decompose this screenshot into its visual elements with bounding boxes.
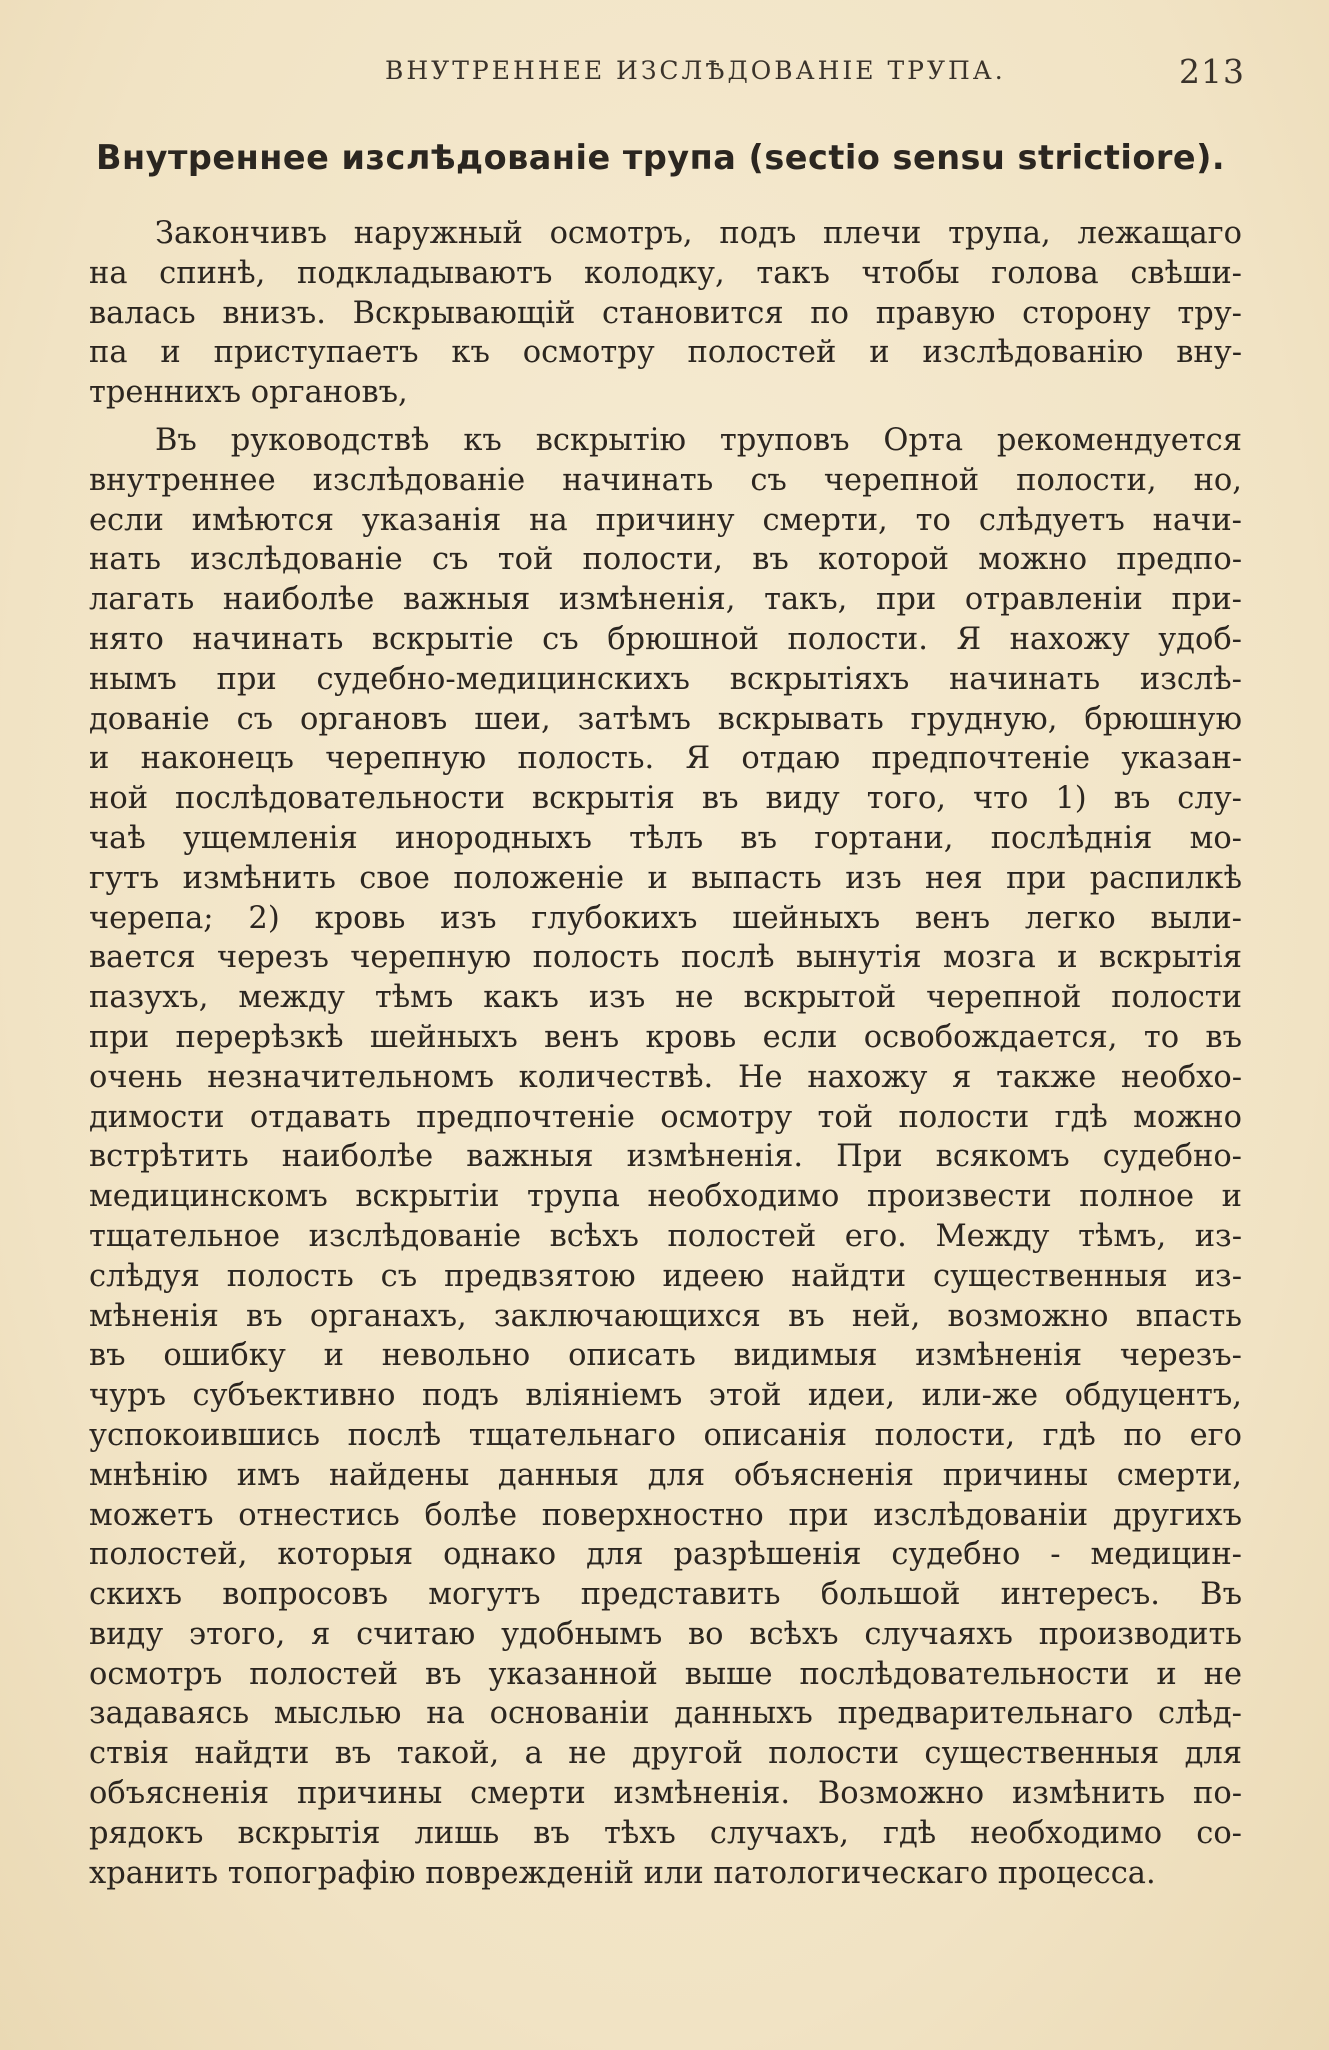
text-line: при перерѣзкѣ шейныхъ венъ кровь если освобождается, то въ: [89, 1019, 1242, 1055]
text-line: вается черезъ черепную полость послѣ вынутія мозга и вскрытія: [89, 940, 1242, 976]
text-line: черепа; 2) кровь изъ глубокихъ шейныхъ венъ легко выли-: [89, 900, 1242, 936]
text-line: мнѣнію имъ найдены данныя для объясненія причины смерти,: [89, 1457, 1242, 1493]
running-head: ВНУТРЕННЕЕ ИЗСЛѢДОВАНІЕ ТРУПА.: [385, 56, 1006, 85]
text-line: дованіе съ органовъ шеи, затѣмъ вскрывать грудную, брюшную: [89, 701, 1242, 737]
text-line: очень незначительномъ количествѣ. Не нахожу я также необхо-: [89, 1059, 1242, 1095]
text-line: и наконецъ черепную полость. Я отдаю предпочтеніе указан-: [89, 741, 1242, 777]
text-line: хранить топографію поврежденій или патологическаго процесса.: [89, 1855, 1156, 1891]
text-line: ствія найдти въ такой, а не другой полости существенныя для: [89, 1736, 1242, 1772]
text-line: валась внизъ. Вскрывающій становится по правую сторону тру-: [89, 295, 1242, 331]
text-line: скихъ вопросовъ могутъ представить большой интересъ. Въ: [89, 1577, 1242, 1613]
text-line: лагать наиболѣе важныя измѣненія, такъ, при отравленіи при-: [89, 582, 1242, 618]
body-text: [89, 214, 1242, 1893]
text-line: нято начинать вскрытіе съ брюшной полости. Я нахожу удоб-: [89, 621, 1242, 657]
text-line: чаѣ ущемленія инородныхъ тѣлъ въ гортани, послѣднія мо-: [89, 820, 1242, 856]
text-line: на спинѣ, подкладываютъ колодку, такъ чтобы голова свѣши-: [89, 255, 1242, 291]
text-line: осмотръ полостей въ указанной выше послѣдовательности и не: [89, 1656, 1242, 1692]
text-line: если имѣются указанія на причину смерти, то слѣдуетъ начи-: [89, 502, 1242, 538]
text-line: можетъ отнестись болѣе поверхностно при изслѣдованіи другихъ: [89, 1497, 1242, 1533]
page-number: 213: [1179, 52, 1245, 91]
text-line: медицинскомъ вскрытіи трупа необходимо произвести полное и: [89, 1179, 1242, 1215]
text-line: объясненія причины смерти измѣненія. Возможно измѣнить по-: [89, 1776, 1242, 1812]
text-line: рядокъ вскрытія лишь въ тѣхъ случахъ, гдѣ необходимо со-: [89, 1815, 1242, 1851]
text-line: въ ошибку и невольно описать видимыя измѣненія черезъ-: [89, 1338, 1242, 1374]
paragraph-1: [89, 214, 1242, 413]
text-line: полостей, которыя однако для разрѣшенія судебно - медицин-: [89, 1537, 1242, 1573]
text-line: тщательное изслѣдованіе всѣхъ полостей его. Между тѣмъ, из-: [89, 1218, 1242, 1254]
text-line: димости отдавать предпочтеніе осмотру той полости гдѣ можно: [89, 1099, 1242, 1135]
text-line: нымъ при судебно-медицинскихъ вскрытіяхъ начинать изслѣ-: [89, 661, 1242, 697]
paragraph-2: [89, 421, 1242, 1893]
text-line: чуръ субъективно подъ вліяніемъ этой идеи, или-же обдуцентъ,: [89, 1378, 1242, 1414]
text-line: Закончивъ наружный осмотръ, подъ плечи трупа, лежащаго: [155, 216, 1242, 251]
text-line: внутреннее изслѣдованіе начинать съ черепной полости, но,: [89, 462, 1242, 498]
text-line: успокоившись послѣ тщательнаго описанія полости, гдѣ по его: [89, 1417, 1242, 1453]
text-line: пазухъ, между тѣмъ какъ изъ не вскрытой черепной полости: [89, 980, 1242, 1016]
text-line: слѣдуя полость съ предвзятою идеею найдти существенныя из-: [89, 1258, 1242, 1294]
section-title: Внутреннее изслѣдованіе трупа (sectio sensu strictiore).: [96, 138, 1226, 177]
text-line: встрѣтить наиболѣе важныя измѣненія. При всякомъ судебно-: [89, 1139, 1242, 1175]
text-line: Въ руководствѣ къ вскрытію труповъ Орта рекомендуется: [155, 422, 1242, 458]
text-line: треннихъ органовъ,: [89, 375, 408, 411]
text-line: виду этого, я считаю удобнымъ во всѣхъ случаяхъ производить: [89, 1616, 1242, 1652]
text-line: па и приступаетъ къ осмотру полостей и изслѣдованію вну-: [89, 335, 1242, 371]
text-line: гутъ измѣнить свое положеніе и выпасть изъ нея при распилкѣ: [89, 860, 1242, 896]
text-line: ной послѣдовательности вскрытія въ виду того, что 1) въ слу-: [89, 781, 1242, 817]
text-line: мѣненія въ органахъ, заключающихся въ ней, возможно впасть: [89, 1298, 1242, 1334]
text-line: нать изслѣдованіе съ той полости, въ которой можно предпо-: [89, 542, 1242, 578]
text-line: задаваясь мыслью на основаніи данныхъ предварительнаго слѣд-: [89, 1696, 1242, 1732]
